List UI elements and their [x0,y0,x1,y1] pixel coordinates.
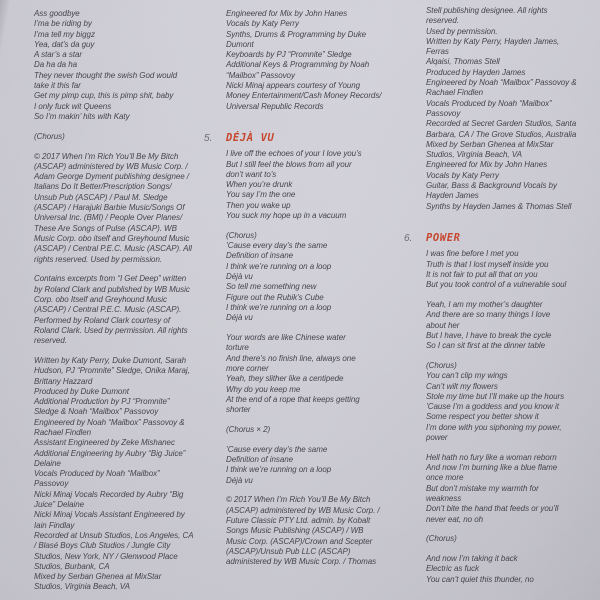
lyrics-paragraph: Your words are like Chinese water torture And there’s no finish line, always one more corner Yeah, they slither like a centipede Why do you keep me At the end of a rope that keeps getting shorter [226,333,360,415]
column-right [404,6,582,595]
lyrics-paragraph: I was fine before I met you Truth is that I lost myself inside you It is not fair to put all that on you But you took control of a vulnerable soul [426,249,567,290]
lyrics-paragraph: (Chorus) ’Cause every day’s the same Definition of insane I think we’re running on a loop Déjà vu So tell me something new Figure out the Rubik’s Cube I think we’re running on a loop Déjà vu [226,230,332,323]
credits-paragraph: Contains excerpts from “I Get Deep” written by Roland Clark and published by WB Music Corp. obo Itself and Greyhound Music (ASCAP) / Central P.E.C. Music (ASCAP). Performed by Roland Clark courtesy of Roland Clark. Used by permission. All rights reserved. [34,274,190,346]
lyrics-paragraph: (Chorus) You can’t clip my wings Can’t wilt my flowers Stole my time but I’ll make up the hours ’Cause I’m a goddess and you know it Some respect you better show it I’m done with you siphoning my power, power [426,360,565,442]
track-number: 6. [404,232,413,244]
credits-paragraph: Written by Katy Perry, Duke Dumont, Sarah Hudson, PJ “Promnite” Sledge, Onika Maraj, Brittany Hazzard Produced by Duke Dumont Additional Production by PJ “Promnite” Sledge & Noah “Mailbox” Passovoy Engineered by Noah “Mailbox” Passovoy & Rachael Findlen Assistant Engineered by Zeke Mishanec Additional Engineering by Aubry “Big Juice” Delaine Vocals Produced by Noah “Mailbox” Passovoy Nicki Minaj Vocals Recorded by Aubry “Big Juice” Delaine Nicki Minaj Vocals Assistant Engineered by Iain Findlay Recorded at Unsub Studios, Los Angeles, CA / Blasé Boys Club Studios / Jungle City Studios, New York, NY / Glenwood Place Studios, Burbank, CA Mixed by Serban Ghenea at MixStar Studios, Virginia Beach, VA [34,355,194,592]
column-left [34,9,216,600]
lyrics-paragraph: (Chorus) [34,131,65,141]
lyrics-paragraph: Ass goodbye I’ma be riding by I’ma tell my biggz Yea, dat’s da guy A star’s a star Da ha da ha They never thought the swish God would take it this far Get my pimp cup, this is pimp shit, baby I only fuck wit Queens So I’m makin’ hits with Katy [34,9,178,121]
credits-paragraph: Engineered for Mix by John Hanes Vocals by Katy Perry Synths, Drums & Programming by Duke Dumont Keyboards by PJ “Promnite” Sledge Additional Keys & Programming by Noah “Mailbox” Passovoy Nicki Minaj appears courtesy of Young Money Entertainment/Cash Money Records/ Universal Republic Records [226,9,382,111]
track-title: POWER [426,231,461,244]
column-middle [204,9,402,577]
credits-paragraph: Stell publishing designee. All rights reserved. Used by permission. Written by Katy Perry, Hayden James, Ferras Alqaisi, Thomas Stell Produced by Hayden James Engineered by Noah “Mailbox” Passovoy & Rachael Findlen Vocals Produced by Noah “Mailbox” Passovoy Recorded at Secret Garden Studios, Santa Barbara, CA / The Grove Studios, Australia Mixed by Serban Ghenea at MixStar Studios, Virginia Beach, VA Engineered for Mix by John Hanes Vocals by Katy Perry Guitar, Bass & Background Vocals by Hayden James Synths by Hayden James & Thomas Stell [426,6,577,211]
lyrics-paragraph: (Chorus) [426,534,457,544]
lyrics-paragraph: (Chorus × 2) [226,424,271,434]
lyrics-paragraph: And now I’m taking it back Electric as fuck You can’t quiet this thunder, no [426,554,534,584]
lyrics-paragraph: Hell hath no fury like a woman reborn And now I’m burning like a blue flame once more But don’t mistake my warmth for weakness Don’t bite the hand that feeds or you’ll never eat, no oh [426,452,559,524]
lyrics-paragraph: I live off the echoes of your I love you’s But I still feel the blows from all your don’t want to’s When you’re drunk You say I’m the one Then you wake up You suck my hope up in a vacuum [226,149,362,221]
track-number: 5. [204,132,213,144]
track-title: DÉJÀ VU [226,131,275,144]
lyrics-paragraph: ’Cause every day’s the same Definition of insane I think we’re running on a loop Déjà vu [226,444,332,485]
credits-paragraph: © 2017 When I’m Rich You’ll Be My Bitch (ASCAP) administered by WB Music Corp. / Future Classic PTY Ltd. admin. by Kobalt Songs Music Publishing (ASCAP) / WB Music Corp. (ASCAP)/Crown and Scepter (ASCAP)/Unsub Pub LLC (ASCAP) administered by WB Music Corp. / Thomas [226,495,380,567]
credits-paragraph: © 2017 When I’m Rich You’ll Be My Bitch (ASCAP) administered by WB Music Corp. / Adam George Dyment publishing designee / Italians Do It Better/Prescription Songs/ Unsub Pub (ASCAP) / Paul M. Sledge (ASCAP) / Harajuki Barbie Music/Songs Of Universal Inc. (BMI) / People Over Planes/ These Are Songs of Pulse (ASCAP). WB Music Corp. obo itself and Greyhound Music (ASCAP) / Central P.E.C. Music (ASCAP). All rights reserved. Used by permission. [34,151,192,264]
lyrics-paragraph: Yeah, I am my mother’s daughter And there are so many things I love about her But I have, I have to break the cycle So I can sit first at the dinner table [426,299,552,351]
track-heading [404,231,582,244]
track-heading [204,131,402,144]
